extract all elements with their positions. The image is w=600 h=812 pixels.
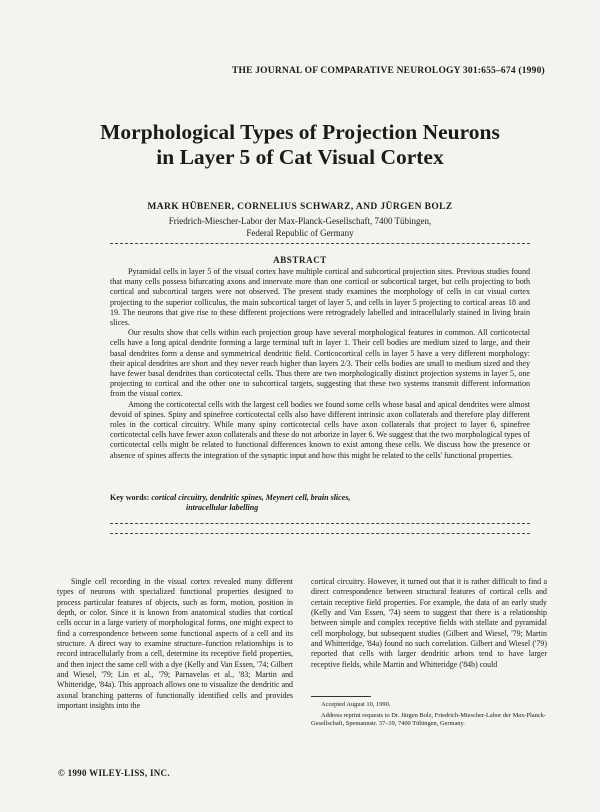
title-line-1: Morphological Types of Projection Neurons <box>100 120 500 144</box>
affiliation <box>60 216 540 239</box>
title-line-2: in Layer 5 of Cat Visual Cortex <box>156 145 444 169</box>
divider-bottom-2 <box>110 533 530 534</box>
divider-bottom-1 <box>110 523 530 524</box>
divider-top <box>110 243 530 244</box>
keywords-value: cortical circuitry, dendritic spines, Meynert cell, brain slices, <box>151 493 351 502</box>
footnote-rule <box>311 696 371 697</box>
keywords-label: Key words: <box>110 493 150 502</box>
footnotes <box>311 701 547 731</box>
article-title <box>60 120 540 170</box>
copyright: © 1990 WILEY-LISS, INC. <box>58 768 170 778</box>
footnote-accepted: Accepted August 10, 1990. <box>321 701 391 708</box>
abstract-paragraph: Among the corticotectal cells with the largest cell bodies we found some cells whose basal and apical dendrites were almost devoid of spines. Spiny and spinefree corticotectal cells also have different intrinsic axon collaterals and therefore play different roles in the cortical circuitry. While many spiny corticotectal cells have axon collaterals that project to layer 6, spinefree corticotectal cells have fewer axon collaterals and these do not arborize in layer 6. We suggest that the two morphological types of corticotectal cells might be related to functional differences known to exist among these cells. We discuss how the presence or absence of spines affects the integration of the synaptic input and how this might be related to the cells' functional properties. <box>110 399 530 460</box>
keywords-value-cont: intracellular labelling <box>186 503 259 513</box>
abstract-paragraph: Pyramidal cells in layer 5 of the visual cortex have multiple cortical and subcortical projection sites. Previous studies found that many cells possess bifurcating axons and innervate more than one cortical or subcortical target, but cells projecting to both cortical and subcortical targets were not observed. The present study examines the morphology of cells in cat visual cortex projecting to the superior colliculus, the main subcortical target of layer 5, and cells in layer 5 projecting to cortical areas 18 and 19. The neurons that give rise to these different projections were retrogradely labelled and intracellularly stained in living brain slices. <box>110 267 530 328</box>
abstract-paragraph: Our results show that cells within each projection group have several morphological features in common. All corticotectal cells have a long apical dendrite forming a large terminal tuft in layer 1. Their cell bodies are medium sized to large, and their basal dendrites form a dense and symmetrical dendritic field. Corticocortical cells in layer 5 have a very different morphology: their apical dendrites are short and they never reach higher than layers 2/3. Their cells bodies are small to medium sized and they have fewer basal dendrites than corticotectal cells. Thus there are two morphologically distinct projection systems in layer 5, one projecting to cortical and the other one to subcortical targets, suggesting that these two systems transmit different information from the visual cortex. <box>110 328 530 399</box>
keywords <box>110 493 530 513</box>
affiliation-line-2: Federal Republic of Germany <box>246 227 354 238</box>
abstract-body <box>110 267 530 461</box>
body-column-left: Single cell recording in the visual cortex revealed many different types of neurons with specialized functional properties designed to process particular features of objects, such as form, motion, position in depth, or color. Since it is known from anatomical studies that cortical cells occur in a large variety of morphological forms, one might expect to find a correspondence between some functional aspects of a cell and its structure. A direct way to examine structure–function relationships is to record intracellularly from a cell, determine its receptive field properties, and then inject the same cell with a dye (Kelly and Van Essen, '74; Gilbert and Wiesel, '79; Lin et al., '79; Parnavelas et al., '83; Martin and Whitteridge, '84a). This approach allows one to visualize the dendritic and axonal branching patterns of functionally identified cells and provides important insights into the <box>57 577 293 711</box>
affiliation-line-1: Friedrich-Miescher-Labor der Max-Planck-Gesellschaft, 7400 Tübingen, <box>168 216 432 226</box>
journal-header: THE JOURNAL OF COMPARATIVE NEUROLOGY 301:655–674 (1990) <box>232 66 545 76</box>
body-column-right: cortical circuitry. However, it turned out that it is rather difficult to find a direct correspondence between structural features of cortical cells and certain receptive field properties. For example, the data of an early study (Kelly and Van Essen, '74) seem to suggest that there is a relationship between simple and complex receptive fields with stellate and pyramidal cell morphology, but subsequent studies (Gilbert and Wiesel, '79; Martin and Whitteridge, '84a) found no such correlation. Gilbert and Wiesel ('79) reported that cells with larger dendritic arbors tend to have larger receptive fields, while Martin and Whitteridge ('84b) could <box>311 577 547 669</box>
footnote-address: Address reprint requests to Dr. Jürgen Bolz, Friedrich-Miescher-Labor der Max-Planck-Gesellschaft, Spemannstr. 37–39, 7400 Tübingen, Germany. <box>311 712 546 727</box>
abstract-heading: ABSTRACT <box>273 255 327 265</box>
authors: MARK HÜBENER, CORNELIUS SCHWARZ, AND JÜRGEN BOLZ <box>147 202 453 212</box>
